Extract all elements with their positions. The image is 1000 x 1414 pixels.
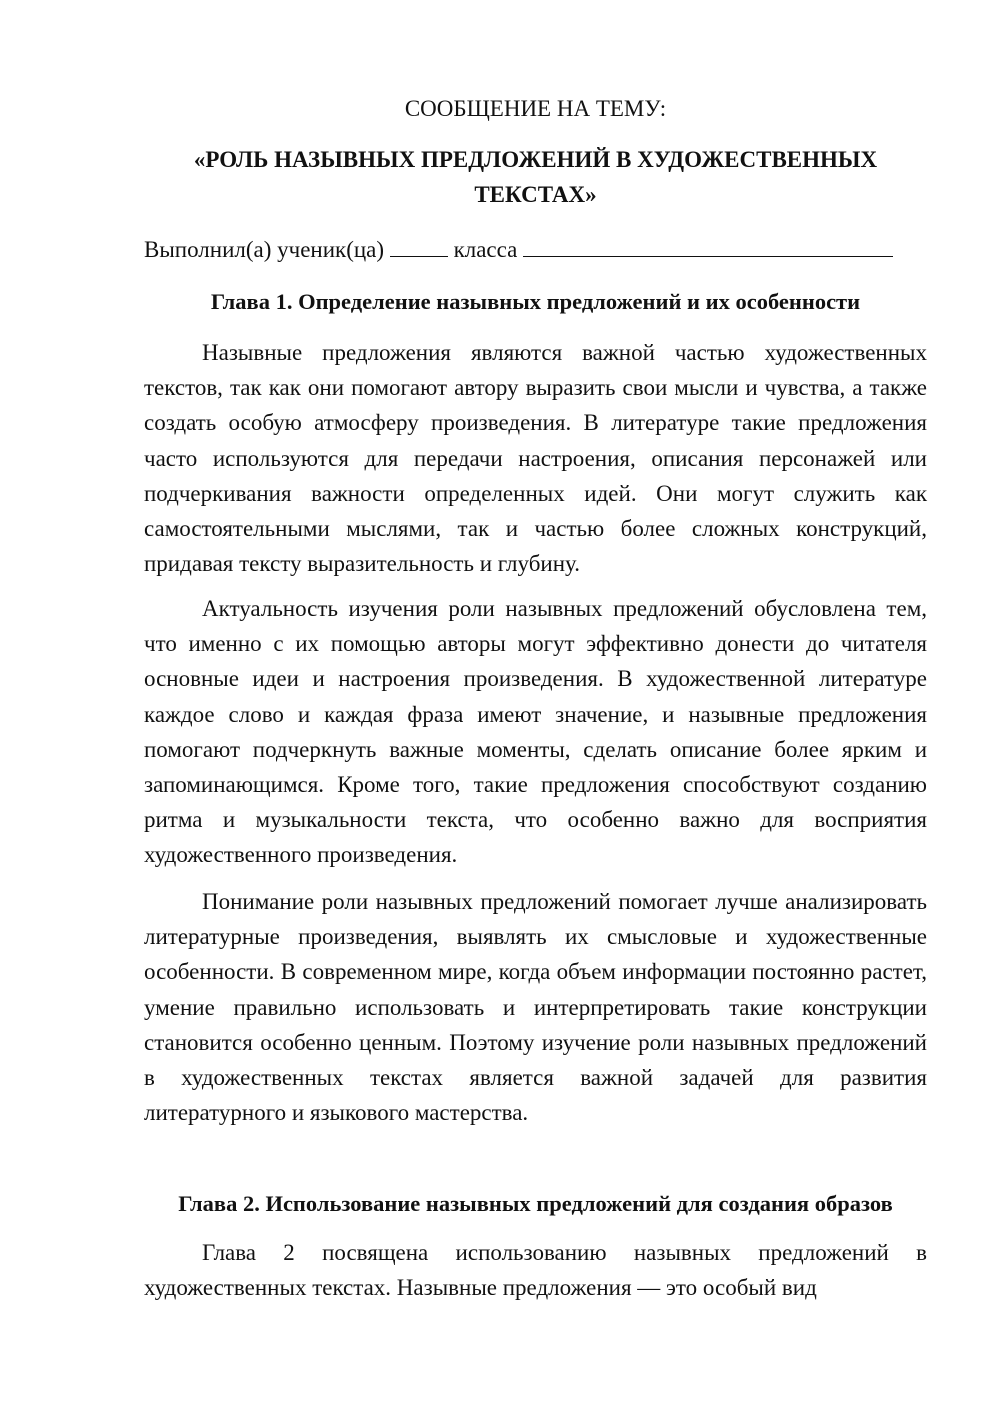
- chapter-2-heading: Глава 2. Использование назывных предложений для создания образов: [178, 1191, 893, 1216]
- chapter-1-paragraph-1: Назывные предложения являются важной частью художественных текстов, так как они помогают автору выразить свои мысли и чувства, а также создать особую атмосферу произведения. В литературе такие предложения часто используются для передачи настроения, описания персонажей или подчеркивания важности определенных идей. Они могут служить как самостоятельными мыслями, так и частью более сложных конструкций, придавая тексту выразительность и глубину.: [144, 340, 927, 577]
- class-number-blank: [390, 230, 448, 257]
- document-heading: СООБЩЕНИЕ НА ТЕМУ:: [404, 96, 667, 121]
- chapter-1-heading: Глава 1. Определение назывных предложений и их особенности: [210, 289, 861, 314]
- student-name-blank: [523, 230, 893, 257]
- chapter-2-paragraph-1: Глава 2 посвящена использованию назывных предложений в художественных текстах. Назывные предложения — это особый вид: [144, 1240, 927, 1301]
- author-line: [144, 230, 927, 267]
- author-label: Выполнил(а) ученик(ца): [144, 237, 385, 262]
- class-label: класса: [453, 237, 518, 262]
- document-title: «РОЛЬ НАЗЫВНЫХ ПРЕДЛОЖЕНИЙ В ХУДОЖЕСТВЕННЫХ ТЕКСТАХ»: [193, 147, 878, 207]
- chapter-1-paragraph-2: Актуальность изучения роли назывных предложений обусловлена тем, что именно с их помощью авторы могут эффективно донести до читателя основные идеи и настроения произведения. В художественной литературе каждое слово и каждая фраза имеют значение, и назывные предложения помогают подчеркнуть важные моменты, сделать описание более ярким и запоминающимся. Кроме того, такие предложения способствуют созданию ритма и музыкальности текста, что особенно важно для восприятия художественного произведения.: [144, 596, 927, 868]
- chapter-1-paragraph-3: Понимание роли назывных предложений помогает лучше анализировать литературные произведения, выявлять их смысловые и художественные особенности. В современном мире, когда объем информации постоянно растет, умение правильно использовать и интерпретировать такие конструкции становится особенно ценным. Поэтому изучение роли назывных предложений в художественных текстах является важной задачей для развития литературного и языкового мастерства.: [144, 889, 927, 1126]
